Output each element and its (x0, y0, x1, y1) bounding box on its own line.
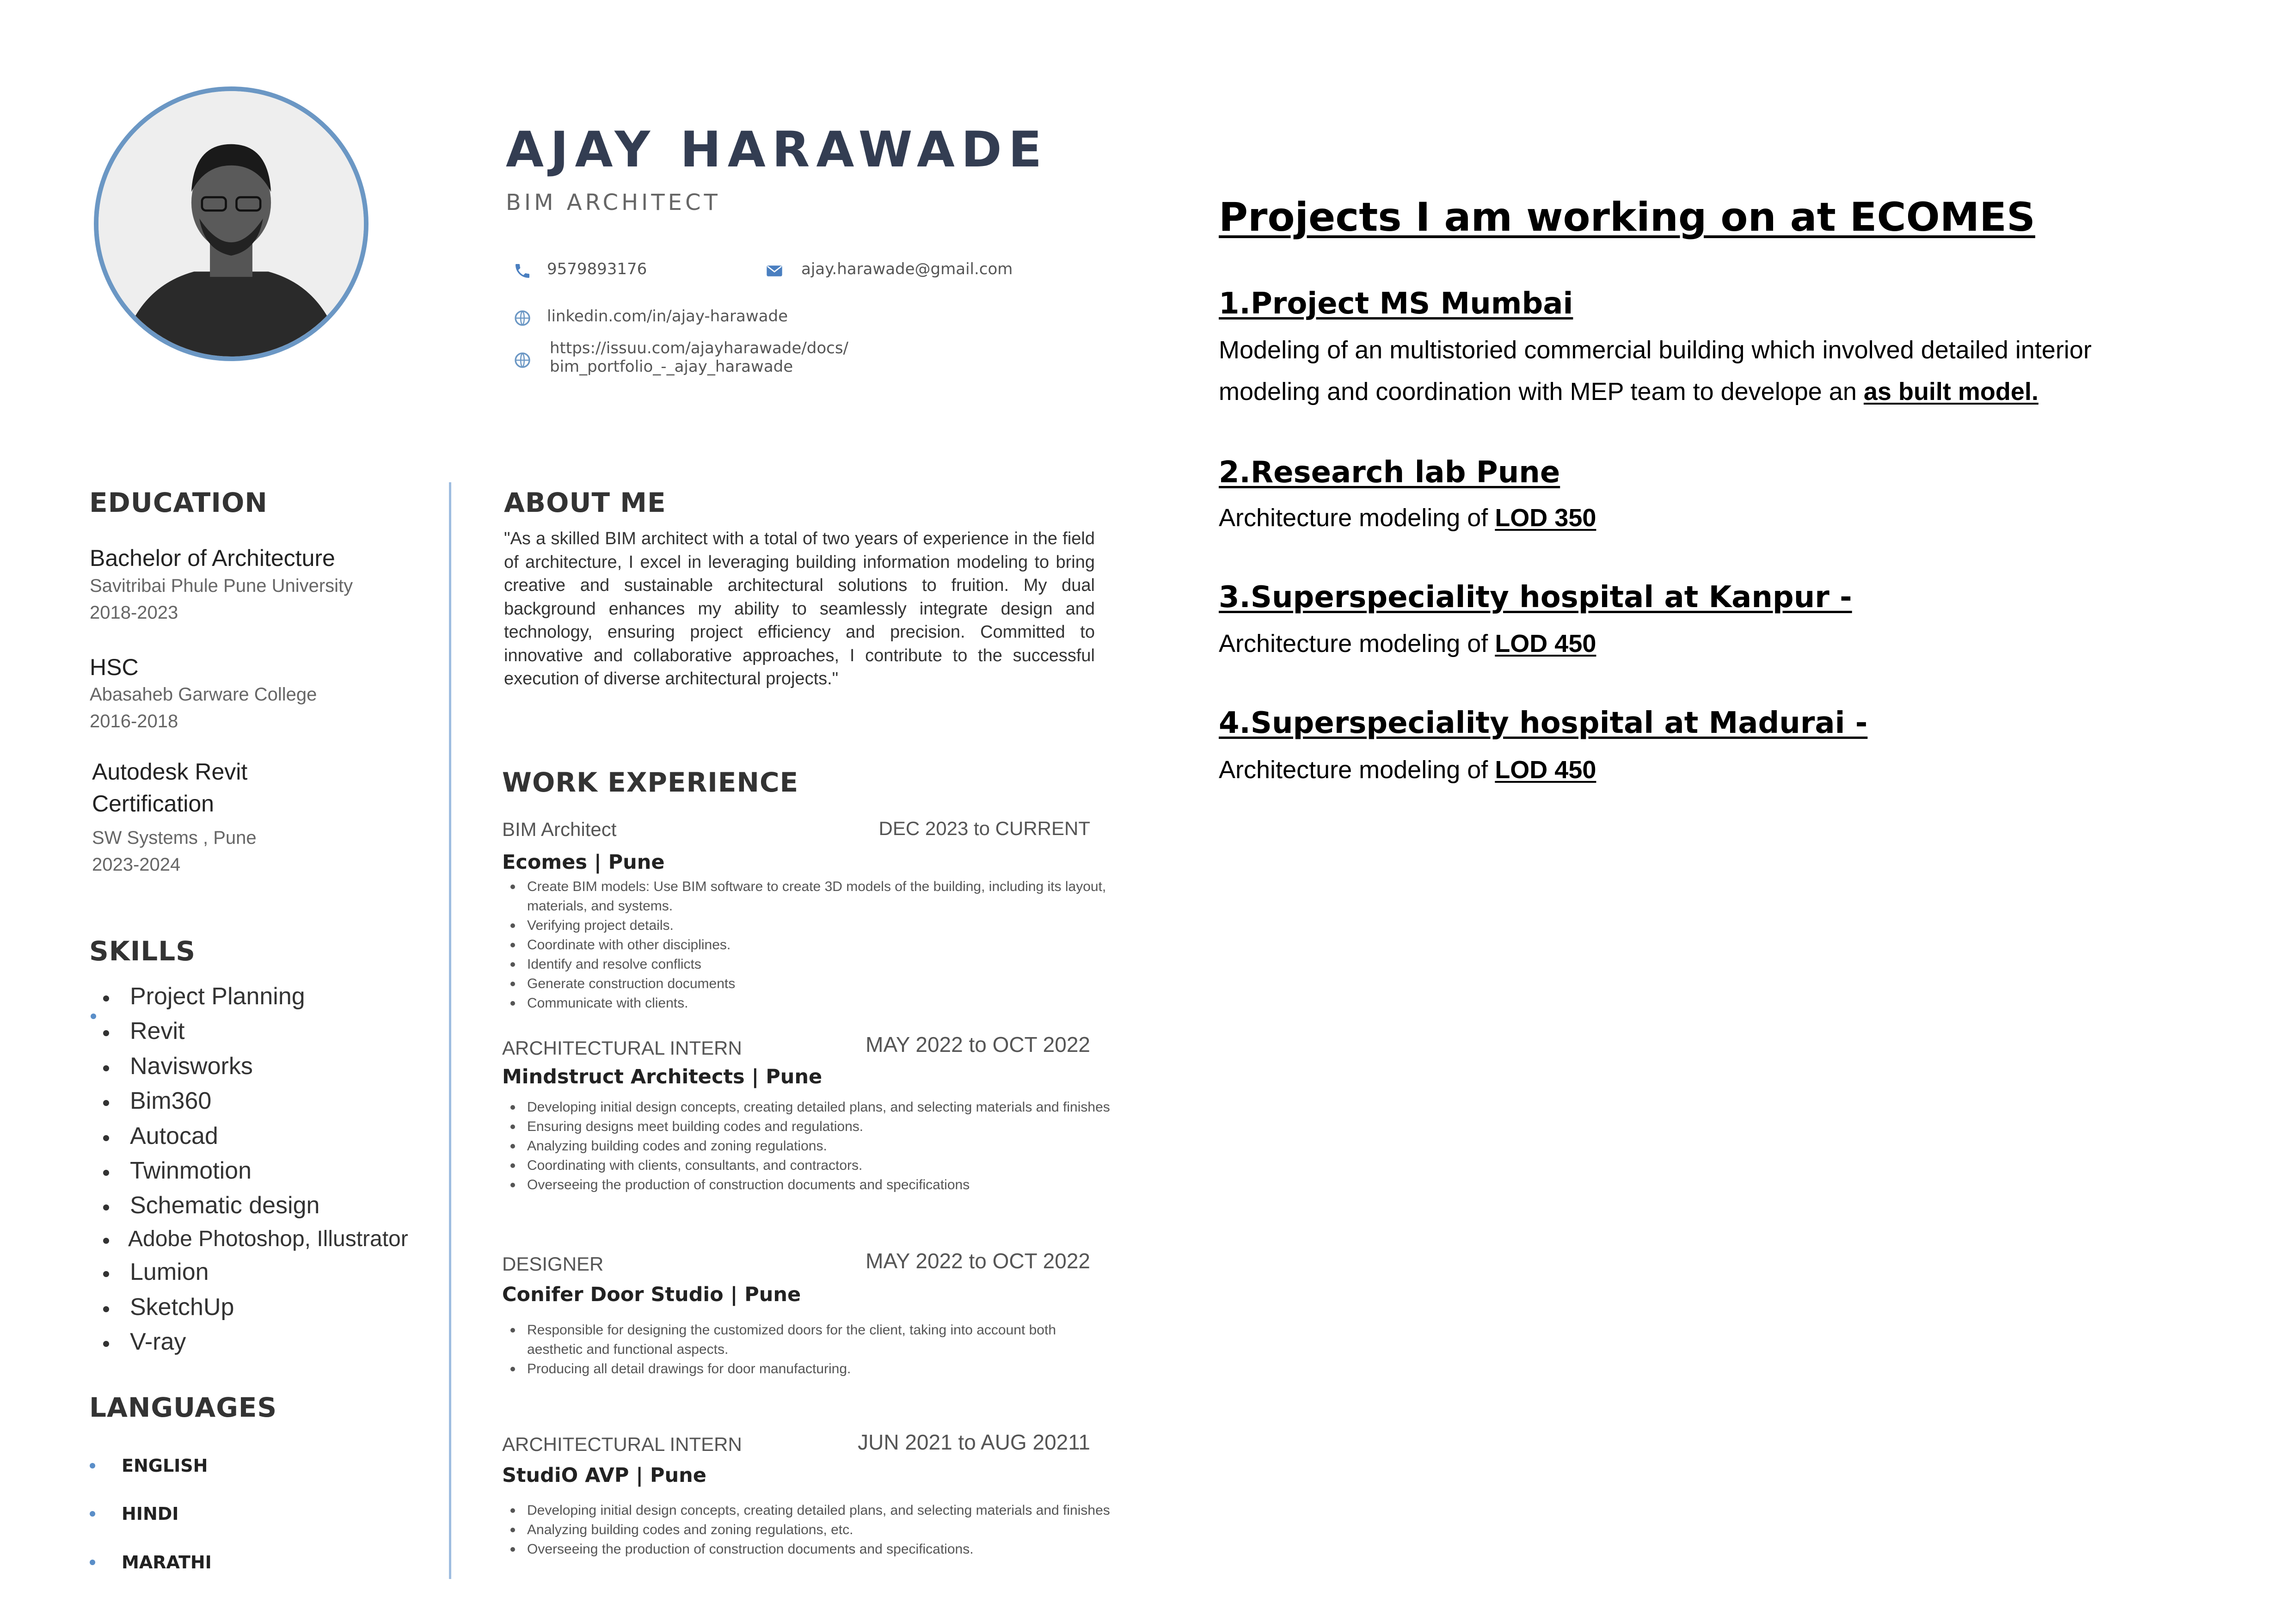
bullet-dot (103, 1271, 109, 1277)
education-heading: EDUCATION (89, 487, 268, 518)
work-heading: WORK EXPERIENCE (502, 767, 799, 798)
job-bullet: Verifying project details. (527, 916, 1114, 935)
skill-item: Adobe Photoshop, Illustrator (128, 1227, 408, 1251)
project-desc-text: Architecture modeling of (1219, 504, 1488, 532)
job-bullet: Analyzing building codes and zoning regulations, etc. (527, 1520, 1114, 1540)
job-dates: JUN 2021 to AUG 20211 (858, 1430, 1090, 1454)
job-company: Mindstruct Architects | Pune (502, 1065, 823, 1088)
project-desc-text: Modeling of an multistoried commercial building which involved detailed interior modeling and coordination with MEP team to develope an (1219, 336, 2092, 406)
skill-item: Project Planning (130, 983, 305, 1010)
job-bullet: Coordinate with other disciplines. (527, 935, 1114, 955)
job-dates: MAY 2022 to OCT 2022 (866, 1032, 1090, 1057)
project-desc-emphasis: as built model. (1863, 378, 2038, 406)
job-bullet: Overseeing the production of construction documents and specifications (527, 1175, 1114, 1195)
language-item: ENGLISH (122, 1456, 208, 1476)
job-bullets (505, 1501, 1114, 1559)
job-role: ARCHITECTURAL INTERN (502, 1433, 742, 1455)
project-desc-text: Architecture modeling of (1219, 756, 1488, 784)
education-years: 2023-2024 (92, 854, 181, 875)
education-title-line2: Certification (92, 791, 214, 817)
bullet-dot (103, 1170, 109, 1176)
bullet-dot (103, 1030, 109, 1036)
education-institution: Savitribai Phule Pune University (90, 576, 353, 596)
job-bullets (505, 1098, 1114, 1195)
project-description (1219, 623, 2180, 664)
profile-photo (94, 86, 368, 361)
projects-heading: Projects I am working on at ECOMES (1219, 194, 2035, 240)
bullet-dot (90, 1463, 95, 1468)
project-desc-emphasis: LOD 450 (1495, 630, 1596, 657)
job-bullet: Responsible for designing the customized doors for the client, taking into account both aesthetic and functional aspects. (527, 1321, 1114, 1359)
skill-item: Lumion (130, 1259, 209, 1285)
bullet-dot (103, 995, 109, 1001)
bullet-dot (103, 1341, 109, 1347)
job-bullet: Overseeing the production of construction documents and specifications. (527, 1540, 1114, 1559)
bullet-dot (103, 1238, 109, 1244)
skill-item: Navisworks (130, 1053, 253, 1080)
job-bullet: Communicate with clients. (527, 994, 1114, 1013)
portfolio-link-line1: https://issuu.com/ajayharawade/docs/ (550, 339, 848, 357)
languages-heading: LANGUAGES (89, 1392, 277, 1423)
job-bullet: Coordinating with clients, consultants, and contractors. (527, 1156, 1114, 1175)
skill-item: Revit (130, 1018, 185, 1044)
education-title: HSC (90, 654, 139, 680)
project-title: 4.Superspeciality hospital at Madurai - (1219, 706, 1868, 740)
job-dates: MAY 2022 to OCT 2022 (866, 1249, 1090, 1273)
project-title: 2.Research lab Pune (1219, 455, 1560, 490)
project-description (1219, 497, 2180, 539)
job-role: DESIGNER (502, 1253, 604, 1275)
candidate-name: AJAY HARAWADE (506, 121, 1049, 178)
skill-item: Twinmotion (130, 1157, 252, 1184)
email-link[interactable]: ajay.harawade@gmail.com (801, 260, 1013, 278)
globe-icon (513, 351, 532, 369)
email-icon (765, 262, 784, 280)
phone-icon (513, 262, 532, 280)
portfolio-link[interactable] (550, 339, 848, 376)
education-title-line1: Autodesk Revit (92, 759, 248, 785)
education-institution: SW Systems , Pune (92, 828, 257, 848)
project-desc-text: Architecture modeling of (1219, 630, 1488, 657)
job-role: BIM Architect (502, 818, 617, 840)
column-divider (449, 482, 451, 1579)
project-desc-emphasis: LOD 450 (1495, 756, 1596, 784)
phone-number[interactable]: 9579893176 (547, 260, 647, 278)
job-bullet: Create BIM models: Use BIM software to create 3D models of the building, including its layout, materials, and systems. (527, 877, 1114, 916)
language-item: HINDI (122, 1504, 179, 1524)
job-bullet: Developing initial design concepts, creating detailed plans, and selecting materials and finishes (527, 1098, 1114, 1117)
bullet-dot (90, 1511, 95, 1517)
globe-icon (513, 309, 532, 327)
project-desc-emphasis: LOD 350 (1495, 504, 1596, 532)
education-institution: Abasaheb Garware College (90, 684, 317, 705)
bullet-dot (103, 1204, 109, 1210)
bullet-dot (103, 1065, 109, 1071)
candidate-title: BIM ARCHITECT (506, 190, 721, 215)
job-company: Ecomes | Pune (502, 851, 665, 874)
job-bullet: Developing initial design concepts, creating detailed plans, and selecting materials and finishes (527, 1501, 1114, 1520)
skill-item: V-ray (130, 1328, 186, 1355)
job-company: StudiO AVP | Pune (502, 1464, 706, 1487)
bullet-dot (90, 1560, 95, 1565)
linkedin-link[interactable]: linkedin.com/in/ajay-harawade (547, 307, 788, 326)
job-bullets (505, 877, 1114, 1013)
job-company: Conifer Door Studio | Pune (502, 1283, 801, 1306)
project-title: 3.Superspeciality hospital at Kanpur - (1219, 580, 1852, 614)
skill-item: Bim360 (130, 1087, 212, 1114)
education-title: Bachelor of Architecture (90, 545, 335, 571)
bullet-dot (103, 1100, 109, 1106)
about-text: "As a skilled BIM architect with a total of two years of experience in the field of architecture, I excel in leveraging building information modeling to bring creative and sustainable architectural solutions to fruition. My dual background enhances my ability to seamlessly integrate design and technology, ensuring project efficiency and precision. Committed to innovative and collaborative approaches, I contribute to the successful execution of diverse architectural projects." (504, 529, 1095, 688)
project-title: 1.Project MS Mumbai (1219, 287, 1573, 321)
job-bullet: Producing all detail drawings for door manufacturing. (527, 1359, 1114, 1379)
bullet-dot (103, 1306, 109, 1312)
skill-item: Autocad (130, 1123, 218, 1149)
job-bullet: Generate construction documents (527, 974, 1114, 994)
bullet-dot (91, 1014, 96, 1019)
job-dates: DEC 2023 to CURRENT (878, 817, 1090, 839)
bullet-dot (103, 1135, 109, 1141)
job-bullet: Analyzing building codes and zoning regulations. (527, 1137, 1114, 1156)
language-item: MARATHI (122, 1552, 212, 1573)
skill-item: SketchUp (130, 1294, 234, 1321)
about-heading: ABOUT ME (504, 487, 666, 518)
education-years: 2016-2018 (90, 711, 178, 731)
project-description (1219, 749, 2180, 791)
job-bullet: Ensuring designs meet building codes and regulations. (527, 1117, 1114, 1137)
education-years: 2018-2023 (90, 602, 178, 623)
job-bullets (505, 1321, 1114, 1379)
job-role: ARCHITECTURAL INTERN (502, 1037, 742, 1059)
skills-heading: SKILLS (89, 935, 196, 967)
project-description (1219, 329, 2180, 412)
portfolio-link-line2: bim_portfolio_-_ajay_harawade (550, 357, 793, 376)
job-bullet: Identify and resolve conflicts (527, 955, 1114, 974)
skill-item: Schematic design (130, 1192, 320, 1219)
